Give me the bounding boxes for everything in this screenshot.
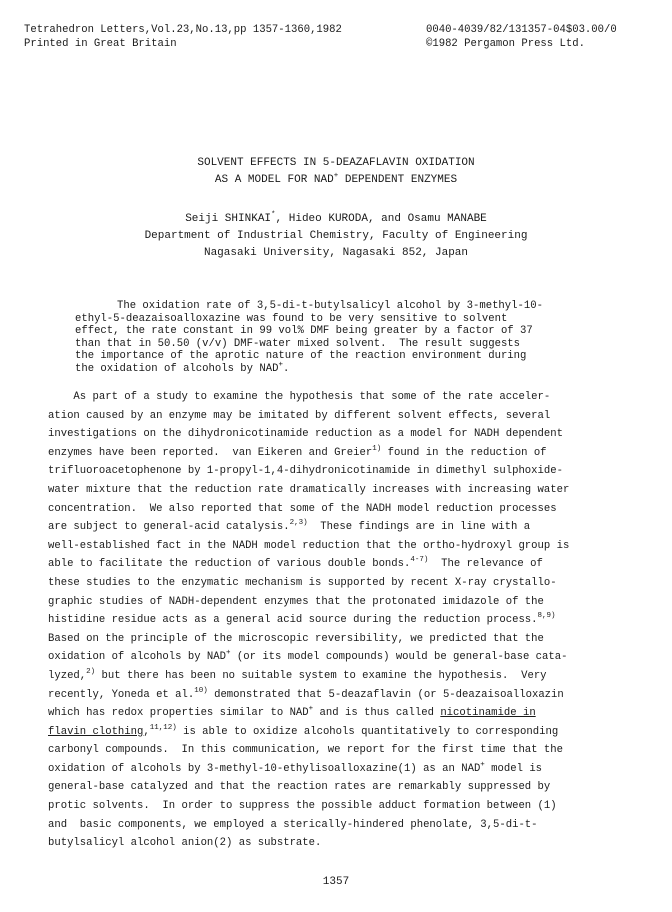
body-line: water mixture that the reduction rate dramatically increases with increasing water (48, 483, 570, 496)
abstract-line: the oxidation of alcohols by NAD+. (75, 360, 290, 375)
underlined-phrase: nicotinamide in (440, 707, 536, 720)
body-line: are subject to general-acid catalysis.$^{2,3)}$ These findings are in line with a (48, 519, 531, 534)
title-line-1: SOLVENT EFFECTS IN 5-DEAZAFLAVIN OXIDATION (197, 157, 475, 169)
abstract-line: The oxidation rate of 3,5-di-t-butylsalicyl alcohol by 3-methyl-10- (117, 300, 543, 312)
journal-citation: Tetrahedron Letters,Vol.23,No.13,pp 1357-1360,1982 (24, 24, 342, 36)
affiliation-department: Department of Industrial Chemistry, Faculty of Engineering (144, 230, 528, 242)
body-line: able to facilitate the reduction of various double bonds.$^{4-7)}$ The relevance of (48, 556, 543, 571)
body-line: well-established fact in the NADH model reduction that the ortho-hydroxyl group is (48, 539, 570, 552)
citation-ref: 4-7) (410, 556, 429, 565)
body-line: trifluoroacetophenone by 1-propyl-1,4-dihydronicotinamide in dimethyl sulphoxide- (48, 465, 563, 478)
citation-ref: 10) (194, 686, 208, 695)
page-number: 1357 (322, 876, 350, 888)
body-line: these studies to the enzymatic mechanism is supported by recent X-ray crystallo- (48, 576, 557, 589)
corresponding-author-mark: * (271, 211, 276, 219)
body-line: graphic studies of NADH-dependent enzymes that the protonated imidazole of the (48, 595, 544, 608)
abstract-line: ethyl-5-deazaisoalloxazine was found to be very sensitive to solvent (75, 312, 508, 325)
citation-ref: 1) (372, 444, 382, 453)
authors: Seiji SHINKAI*, Hideo KURODA, and Osamu MANABE (185, 211, 487, 225)
citation-ref: 2) (86, 667, 96, 676)
abstract-line: than that in 50.50 (v/v) DMF-water mixed solvent. The result suggests (75, 337, 521, 350)
body-line: and basic components, we employed a sterically-hindered phenolate, 3,5-di-t- (48, 818, 538, 831)
body-line: recently, Yoneda et al.$^{10)}$ demonstrated that 5-deazaflavin (or 5-deazaisoalloxazin (48, 686, 564, 701)
title-line-2: AS A MODEL FOR NAD+ DEPENDENT ENZYMES (214, 172, 458, 186)
printed-in: Printed in Great Britain (24, 38, 177, 50)
body-line: enzymes have been reported. van Eikeren and Greier$^{1)}$ found in the reduction of (48, 444, 547, 459)
body-line: As part of a study to examine the hypothesis that some of the rate acceler- (48, 391, 551, 403)
body-line: Based on the principle of the microscopic reversibility, we predicted that the (48, 632, 544, 645)
body-line: carbonyl compounds. In this communication, we report for the first time that the (48, 744, 563, 757)
body-line: concentration. We also reported that some of the NADH model reduction processes (48, 502, 557, 515)
body-line: oxidation of alcohols by 3-methyl-10-ethylisoalloxazine(1) as an NAD+ model is (48, 760, 543, 775)
abstract-line: the importance of the aprotic nature of the reaction environment during (75, 350, 527, 363)
body-line: butylsalicyl alcohol anion(2) as substrate. (48, 837, 322, 850)
abstract-line: effect, the rate constant in 99 vol% DMF being greater by a factor of 37 (75, 325, 533, 338)
citation-ref: 2,3) (289, 519, 308, 528)
body-line: ation caused by an enzyme may be imitated by different solvent effects, several (48, 409, 551, 422)
underlined-phrase: flavin clothing (48, 725, 144, 738)
article-code: 0040-4039/82/131357-04$03.00/0 (426, 24, 617, 36)
abstract (75, 300, 635, 376)
body-line: general-base catalyzed and that the reaction rates are remarkably suppressed by (48, 781, 551, 794)
body-line: lyzed,$^{2)}$ but there has been no suitable system to examine the hypothesis. Very (48, 667, 547, 682)
citation-ref: 8,9) (537, 612, 556, 621)
body-line: which has redox properties similar to NAD+ and is thus called nicotinamide in (48, 705, 536, 720)
body-line: histidine residue acts as a general acid source during the reduction process.$^{8,9)}$ (48, 612, 556, 627)
body-line: flavin clothing,$^{11,12)}$ is able to oxidize alcohols quantitatively to corresponding (48, 723, 559, 738)
citation-ref: 11,12) (149, 723, 177, 732)
body-line: oxidation of alcohols by NAD+ (or its model compounds) would be general-base cata- (48, 649, 568, 664)
affiliation-university: Nagasaki University, Nagasaki 852, Japan (203, 247, 469, 259)
copyright: ©1982 Pergamon Press Ltd. (426, 38, 585, 50)
body-line: protic solvents. In order to suppress the possible adduct formation between (1) (48, 800, 557, 813)
body-line: investigations on the dihydronicotinamide reduction as a model for NADH dependent (48, 428, 563, 441)
body-paragraph (48, 388, 648, 853)
